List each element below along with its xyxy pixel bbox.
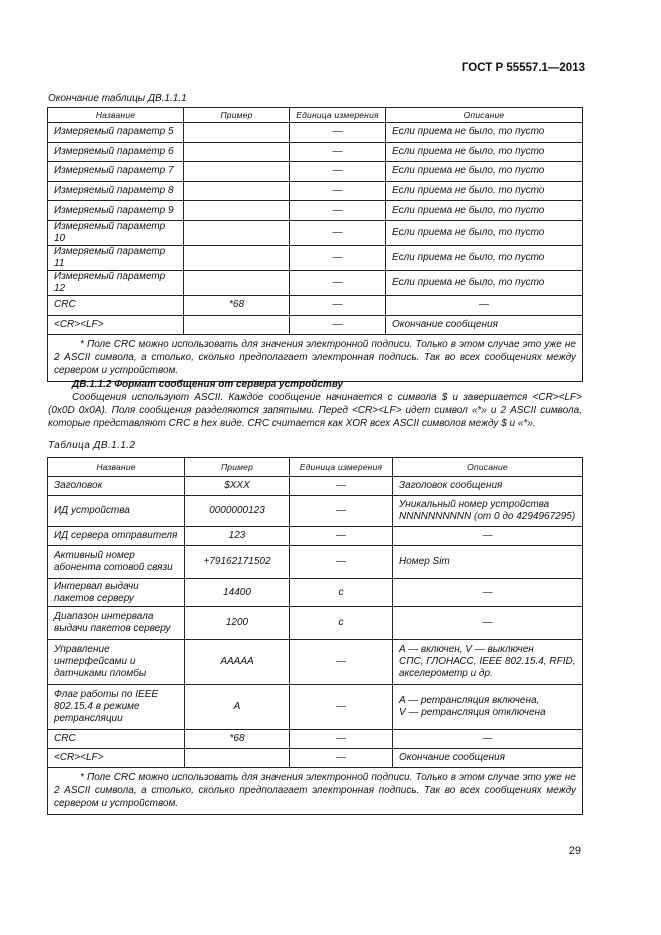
- description-line: —: [482, 617, 493, 628]
- table-cell: CRC: [48, 730, 185, 749]
- table-cell: ИД устройства: [48, 496, 185, 527]
- table-row: [48, 730, 583, 749]
- table-cell: [393, 579, 583, 607]
- table-cell: —: [290, 295, 386, 315]
- table-cell: [393, 640, 583, 685]
- table-row: [48, 749, 583, 768]
- table-cell: Измеряемый параметр 7: [48, 162, 184, 182]
- table-cell: A: [185, 685, 290, 730]
- description-line: —: [482, 530, 493, 541]
- table2: [47, 457, 583, 815]
- table-row: [48, 270, 583, 295]
- table-cell: [184, 162, 290, 182]
- table-cell: Если приема не было, то пусто: [386, 245, 583, 270]
- table-cell: Управление интерфейсами и датчиками пломбы: [48, 640, 185, 685]
- table-cell: 1200: [185, 607, 290, 640]
- table-cell: [184, 123, 290, 143]
- table-cell: —: [290, 181, 386, 201]
- table-cell: 14400: [185, 579, 290, 607]
- column-header: Пример: [185, 458, 290, 477]
- table1: [47, 107, 583, 382]
- table-cell: +79162171502: [185, 546, 290, 579]
- table-row: [48, 220, 583, 245]
- table-cell: —: [290, 496, 393, 527]
- table-cell: —: [290, 220, 386, 245]
- table-row: [48, 162, 583, 182]
- table-row: [48, 295, 583, 315]
- column-header: Название: [48, 458, 185, 477]
- table-cell: [393, 730, 583, 749]
- table-cell: —: [290, 749, 393, 768]
- table-cell: 123: [185, 527, 290, 546]
- description-line: A — ретрансляция включена,: [399, 695, 540, 706]
- description-line: СПС, ГЛОНАСС, IEEE 802.15.4, RFID, акселерометр и др.: [399, 656, 576, 679]
- section-title: ДВ.1.1.2 Формат сообщения от сервера устройству: [72, 379, 344, 390]
- table-row: [48, 607, 583, 640]
- table-row: [48, 123, 583, 143]
- page-number: 29: [568, 845, 581, 857]
- table-cell: *68: [185, 730, 290, 749]
- table-cell: Если приема не было, то пусто: [386, 220, 583, 245]
- table1-caption: Окончание таблицы ДВ.1.1.1: [48, 93, 187, 104]
- table-row: [48, 142, 583, 162]
- table-cell: $XXX: [185, 477, 290, 496]
- table-cell: —: [290, 640, 393, 685]
- column-header: Описание: [386, 108, 583, 123]
- table-cell: Если приема не было, то пусто: [386, 201, 583, 221]
- description-line: A — включен, V — выключен: [399, 644, 534, 655]
- table-cell: <CR><LF>: [48, 749, 185, 768]
- table2-caption: Таблица ДВ.1.1.2: [48, 440, 136, 451]
- table-cell: Если приема не было, то пусто: [386, 142, 583, 162]
- description-line: Окончание сообщения: [399, 752, 505, 763]
- table-cell: Измеряемый параметр 5: [48, 123, 184, 143]
- table-cell: [184, 201, 290, 221]
- section-body: Сообщения используют ASCII. Каждое сообщение начинается с символа $ и завершается <CR><LF> (0x0D 0x0A). Поля сообщения разделяются запятыми. Перед <CR><LF> идет символ «*» и 2 ASCII символа, которые представляют CRC в hex виде. CRC считается как XOR всех ASCII символов между $ и «*».: [48, 392, 582, 429]
- description-line: —: [482, 733, 493, 744]
- table-cell: Измеряемый параметр 9: [48, 201, 184, 221]
- table-cell: [393, 607, 583, 640]
- table-cell: Если приема не было, то пусто: [386, 123, 583, 143]
- table-row: [48, 245, 583, 270]
- table-cell: —: [290, 685, 393, 730]
- column-header: Название: [48, 108, 184, 123]
- table-cell: *68: [184, 295, 290, 315]
- table-cell: Если приема не было, то пусто: [386, 181, 583, 201]
- column-header: Пример: [184, 108, 290, 123]
- table-cell: 0000000123: [185, 496, 290, 527]
- description-line: NNNNNNNNNN (от 0 до 4294967295): [399, 511, 576, 522]
- table-cell: —: [386, 295, 583, 315]
- table-cell: CRC: [48, 295, 184, 315]
- table-row: [48, 640, 583, 685]
- table-cell: с: [290, 607, 393, 640]
- table-row: [48, 496, 583, 527]
- table-cell: [393, 546, 583, 579]
- table-cell: —: [290, 546, 393, 579]
- table-row: [48, 477, 583, 496]
- table-row: [48, 527, 583, 546]
- table-cell: AAAAA: [185, 640, 290, 685]
- table-cell: с: [290, 579, 393, 607]
- table-cell: [184, 142, 290, 162]
- table-cell: [393, 477, 583, 496]
- table-row: [48, 201, 583, 221]
- description-line: Номер Sim: [399, 556, 450, 567]
- table-cell: Измеряемый параметр 11: [48, 245, 184, 270]
- table-cell: [184, 220, 290, 245]
- table-cell: [185, 749, 290, 768]
- table-cell: Флаг работы по IEEE 802.15.4 в режиме ретрансляции: [48, 685, 185, 730]
- table-row: [48, 181, 583, 201]
- table-cell: [184, 181, 290, 201]
- table-cell: —: [290, 245, 386, 270]
- table-cell: Если приема не было, то пусто: [386, 162, 583, 182]
- table-cell: Измеряемый параметр 12: [48, 270, 184, 295]
- table-cell: Заголовок: [48, 477, 185, 496]
- column-header: Единица измерения: [290, 108, 386, 123]
- table-cell: [393, 527, 583, 546]
- table-cell: Измеряемый параметр 6: [48, 142, 184, 162]
- table-cell: [184, 315, 290, 335]
- table-cell: Измеряемый параметр 8: [48, 181, 184, 201]
- table-cell: Диапазон интервала выдачи пакетов серверу: [48, 607, 185, 640]
- table-cell: —: [290, 730, 393, 749]
- table-cell: [393, 685, 583, 730]
- table-row: [48, 546, 583, 579]
- description-line: Уникальный номер устройства: [399, 499, 550, 510]
- description-line: V — ретрансляция отключена: [399, 707, 546, 718]
- description-line: —: [482, 586, 493, 598]
- table-cell: [393, 749, 583, 768]
- table-cell: —: [290, 477, 393, 496]
- document-code: ГОСТ Р 55557.1—2013: [461, 62, 585, 74]
- table-cell: —: [290, 201, 386, 221]
- table-cell: [184, 270, 290, 295]
- column-header: Единица измерения: [290, 458, 393, 477]
- table-cell: —: [290, 270, 386, 295]
- table-cell: [393, 496, 583, 527]
- table-row: [48, 315, 583, 335]
- table-cell: <CR><LF>: [48, 315, 184, 335]
- table-cell: ИД сервера отправителя: [48, 527, 185, 546]
- table-cell: Если приема не было, то пусто: [386, 270, 583, 295]
- table-cell: Активный номер абонента сотовой связи: [48, 546, 185, 579]
- table-cell: —: [290, 162, 386, 182]
- table2-footnote: * Поле CRC можно использовать для значения электронной подписи. Только в этом случае это уже не 2 ASCII символа, а столько, сколько предполагает электронная подпись. Так во всех сообщениях между сервером и устройством.: [48, 768, 583, 815]
- table-cell: [184, 245, 290, 270]
- table-cell: —: [290, 527, 393, 546]
- table-cell: Измеряемый параметр 10: [48, 220, 184, 245]
- table-row: [48, 685, 583, 730]
- table-cell: —: [290, 315, 386, 335]
- table-cell: —: [290, 142, 386, 162]
- table-cell: —: [290, 123, 386, 143]
- table1-footnote: * Поле CRC можно использовать для значения электронной подписи. Только в этом случае это уже не 2 ASCII символа, а столько, сколько предполагает электронная подпись. Так во всех сообщениях между сервером и устройством.: [48, 335, 583, 382]
- column-header: Описание: [393, 458, 583, 477]
- table-cell: Интервал выдачи пакетов серверу: [48, 579, 185, 607]
- table-row: [48, 579, 583, 607]
- table-cell: Окончание сообщения: [386, 315, 583, 335]
- description-line: Заголовок сообщения: [399, 480, 503, 491]
